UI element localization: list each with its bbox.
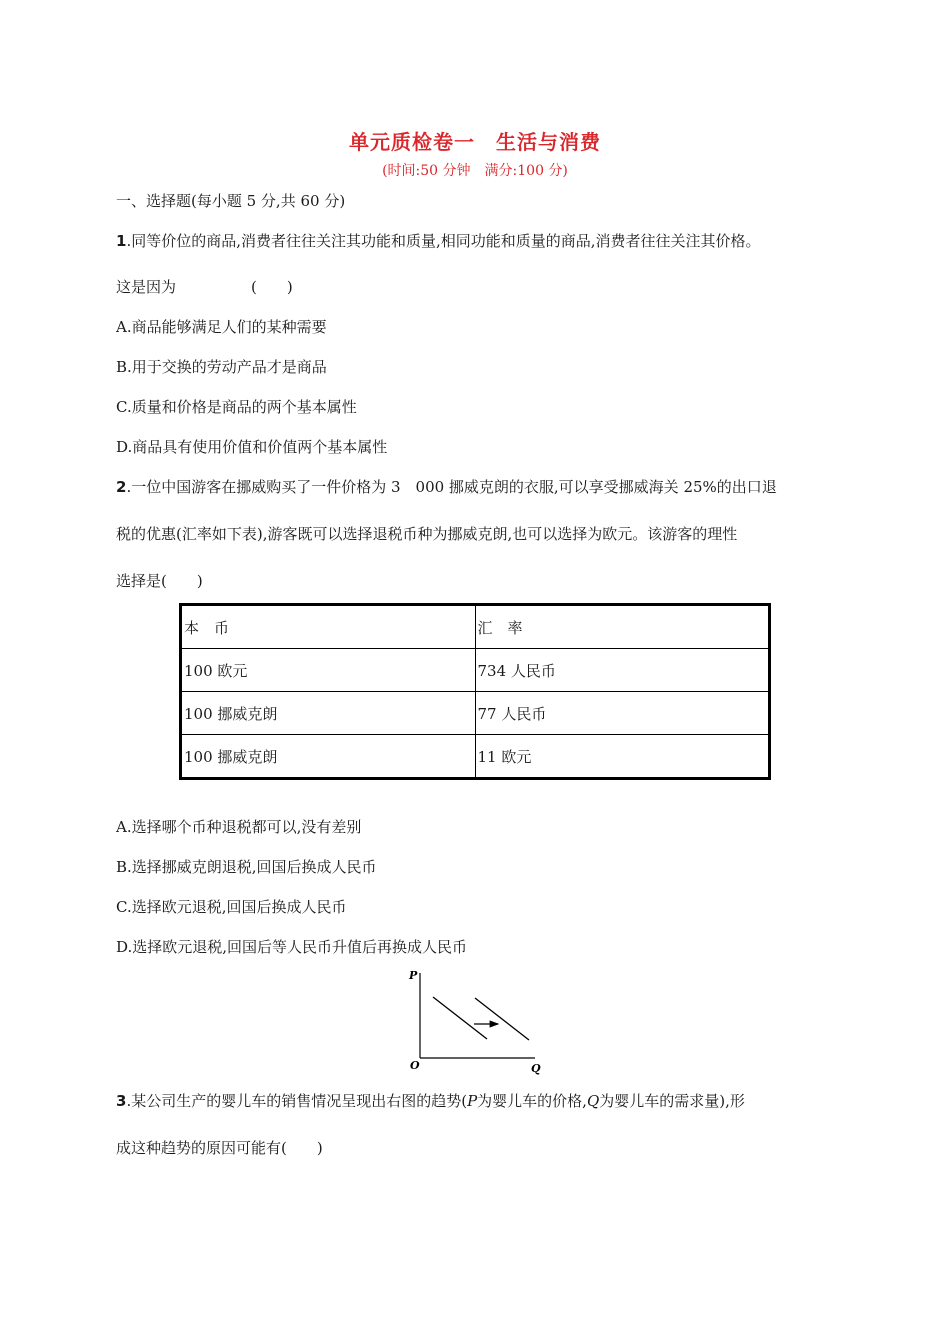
question-2-number: 2 <box>116 478 127 496</box>
table-row <box>181 649 770 692</box>
table-cell: 734 人民币 <box>475 649 770 692</box>
page-title: 单元质检卷一 生活与消费 <box>349 130 601 154</box>
quantity-symbol: Q <box>586 1092 600 1110</box>
question-3-stem <box>116 1090 745 1111</box>
question-2-option-c[interactable]: C.选择欧元退税,回国后换成人民币 <box>116 898 347 916</box>
table-header-row <box>181 605 770 649</box>
question-1-stem-continued: 这是因为 ( ) <box>116 278 293 296</box>
question-1-option-a[interactable]: A.商品能够满足人们的某种需要 <box>116 318 327 336</box>
question-2-option-a[interactable]: A.选择哪个币种退税都可以,没有差别 <box>116 818 362 836</box>
table-row <box>181 735 770 779</box>
table-cell: 100 挪威克朗 <box>181 692 476 735</box>
question-3-stem-continued: 成这种趋势的原因可能有( ) <box>116 1139 323 1157</box>
price-symbol: P <box>467 1092 478 1110</box>
question-1-number: 1 <box>116 232 127 250</box>
exam-info: (时间:50 分钟 满分:100 分) <box>382 163 568 179</box>
table-cell: 100 挪威克朗 <box>181 735 476 779</box>
question-3-text-a: .某公司生产的婴儿车的销售情况呈现出右图的趋势( <box>126 1092 468 1110</box>
table-cell: 11 欧元 <box>475 735 770 779</box>
question-3-text-b: 为婴儿车的价格, <box>477 1092 587 1110</box>
demand-curve-shifted <box>475 998 529 1040</box>
question-1-text: .同等价位的商品,消费者往往关注其功能和质量,相同功能和质量的商品,消费者往往关注其价格。 <box>126 232 761 250</box>
question-2-option-d[interactable]: D.选择欧元退税,回国后等人民币升值后再换成人民币 <box>116 938 468 956</box>
table-header-cell: 汇 率 <box>475 605 770 649</box>
exchange-rate-table <box>179 603 771 780</box>
x-axis-label: Q <box>531 1062 541 1075</box>
table-row <box>181 692 770 735</box>
question-2-stem-continued: 税的优惠(汇率如下表),游客既可以选择退税币种为挪威克朗,也可以选择为欧元。该游客的理性 <box>116 525 738 543</box>
question-1-option-d[interactable]: D.商品具有使用价值和价值两个基本属性 <box>116 438 388 456</box>
y-axis-label: P <box>409 969 418 982</box>
question-3-text-c: 为婴儿车的需求量),形 <box>599 1092 745 1110</box>
question-3-number: 3 <box>116 1092 127 1110</box>
demand-curve-original <box>433 997 487 1039</box>
section-heading: 一、选择题(每小题 5 分,共 60 分) <box>116 192 346 210</box>
question-1-stem <box>116 230 761 251</box>
table-cell: 100 欧元 <box>181 649 476 692</box>
question-2-option-b[interactable]: B.选择挪威克朗退税,回国后换成人民币 <box>116 858 377 876</box>
table-cell: 77 人民币 <box>475 692 770 735</box>
question-1-option-c[interactable]: C.质量和价格是商品的两个基本属性 <box>116 398 357 416</box>
question-2-text: .一位中国游客在挪威购买了一件价格为 3 000 挪威克朗的衣服,可以享受挪威海关 25%的出口退 <box>126 478 777 496</box>
question-2-stem <box>116 476 777 497</box>
demand-shift-diagram <box>400 965 550 1075</box>
question-2-stem-end: 选择是( ) <box>116 572 203 590</box>
table-header-cell: 本 币 <box>181 605 476 649</box>
question-1-option-b[interactable]: B.用于交换的劳动产品才是商品 <box>116 358 327 376</box>
origin-label: O <box>410 1059 420 1072</box>
